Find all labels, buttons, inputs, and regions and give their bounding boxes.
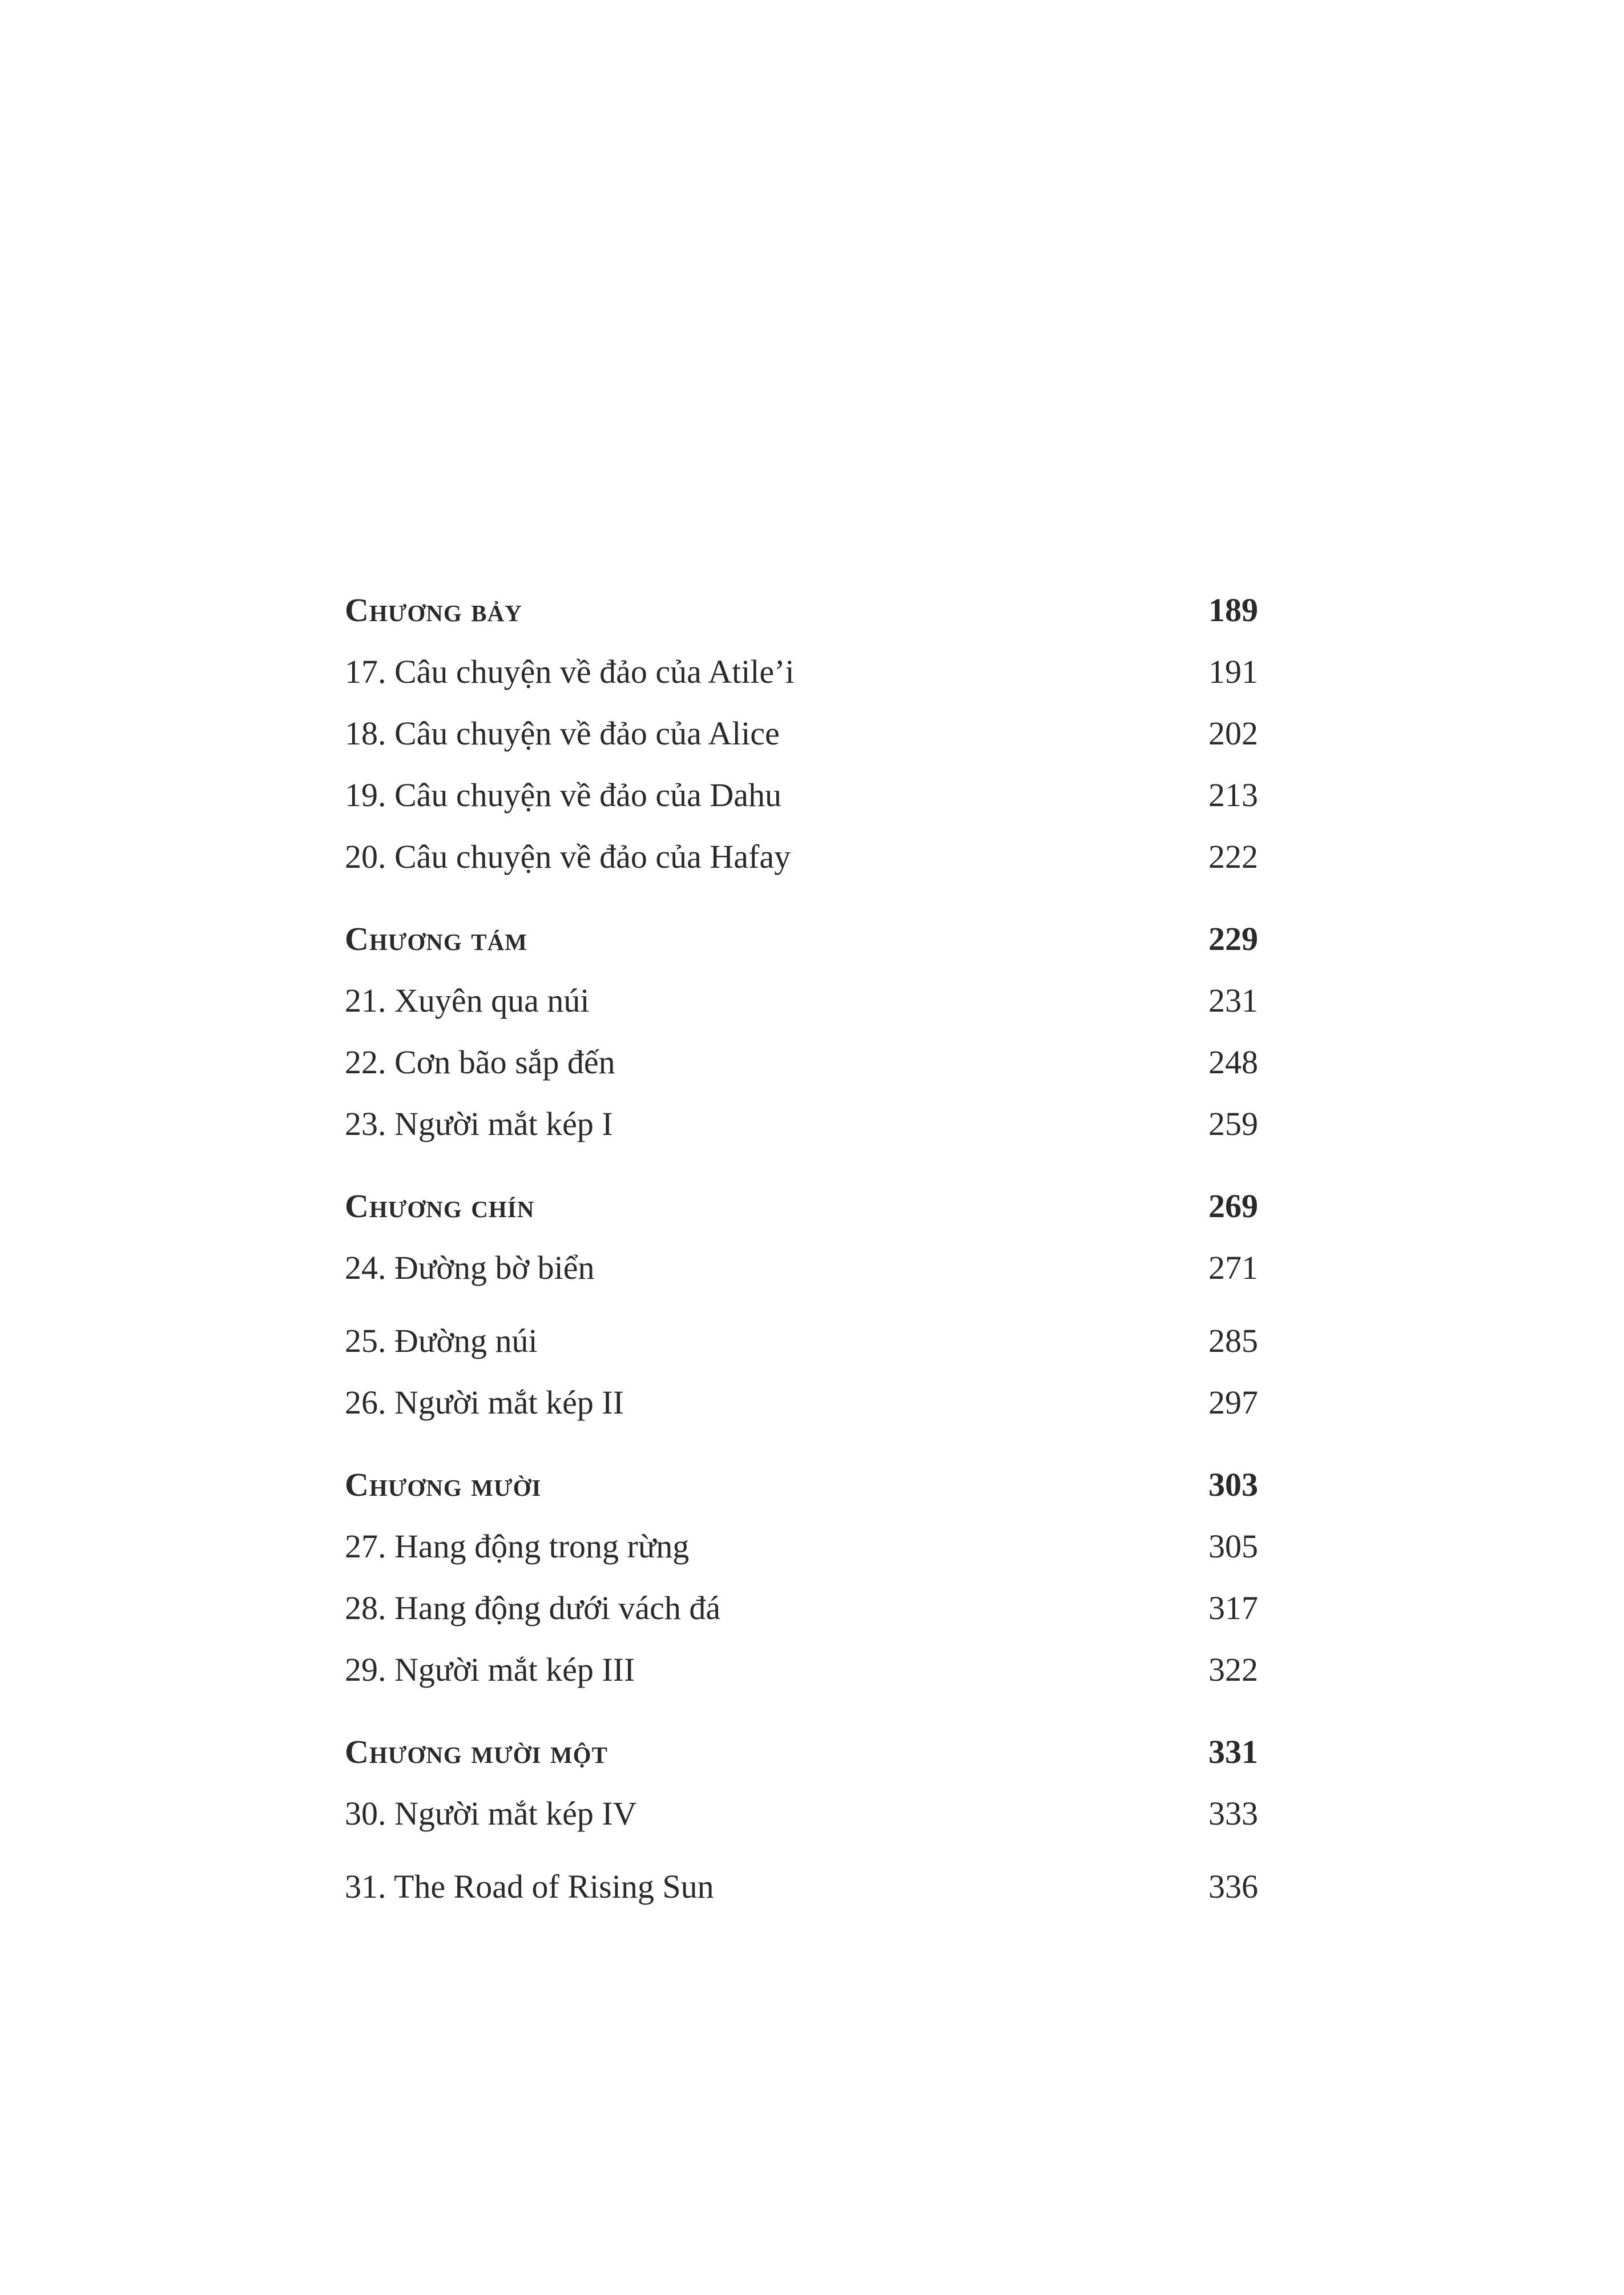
chapter-title: 22. Cơn bão sắp đến <box>345 1044 615 1081</box>
chapter-page-number: 317 <box>1208 1589 1258 1626</box>
chapter-title: 26. Người mắt kép II <box>345 1384 624 1421</box>
toc-entry <box>345 703 1258 765</box>
table-of-contents <box>345 559 1258 1918</box>
chapter-page-number: 259 <box>1208 1105 1258 1142</box>
part-title: Chương mười một <box>345 1733 608 1770</box>
toc-entry <box>345 1299 1258 1372</box>
toc-part-heading <box>345 1155 1258 1238</box>
part-title: Chương bảy <box>345 591 522 629</box>
chapter-page-number: 248 <box>1208 1044 1258 1081</box>
toc-entry <box>345 971 1258 1032</box>
toc-entry <box>345 642 1258 703</box>
toc-entry <box>345 1578 1258 1640</box>
part-title: Chương mười <box>345 1466 542 1503</box>
toc-entry <box>345 1372 1258 1434</box>
chapter-title: 19. Câu chuyện về đảo của Dahu <box>345 776 782 814</box>
toc-part-heading <box>345 559 1258 642</box>
chapter-page-number: 202 <box>1208 715 1258 752</box>
chapter-page-number: 191 <box>1208 653 1258 690</box>
chapter-page-number: 231 <box>1208 982 1258 1019</box>
chapter-title: 18. Câu chuyện về đảo của Alice <box>345 715 780 752</box>
part-page-number: 229 <box>1208 920 1258 957</box>
chapter-title: 24. Đường bờ biển <box>345 1249 595 1286</box>
chapter-title: 28. Hang động dưới vách đá <box>345 1589 721 1626</box>
part-page-number: 189 <box>1208 591 1258 629</box>
chapter-title: 31. The Road of Rising Sun <box>345 1868 714 1905</box>
toc-entry <box>345 1032 1258 1094</box>
toc-entry <box>345 765 1258 827</box>
toc-entry <box>345 1783 1258 1845</box>
chapter-title: 23. Người mắt kép I <box>345 1105 613 1142</box>
chapter-page-number: 336 <box>1208 1868 1258 1905</box>
part-title: Chương chín <box>345 1187 535 1225</box>
chapter-title: 29. Người mắt kép III <box>345 1651 635 1688</box>
chapter-page-number: 213 <box>1208 776 1258 814</box>
toc-part-heading <box>345 888 1258 971</box>
chapter-title: 30. Người mắt kép IV <box>345 1795 637 1832</box>
chapter-title: 17. Câu chuyện về đảo của Atile’i <box>345 653 795 690</box>
chapter-page-number: 333 <box>1208 1795 1258 1832</box>
toc-entry <box>345 1640 1258 1701</box>
chapter-page-number: 322 <box>1208 1651 1258 1688</box>
toc-entry <box>345 827 1258 888</box>
toc-entry <box>345 1845 1258 1918</box>
toc-part-heading <box>345 1434 1258 1516</box>
chapter-title: 21. Xuyên qua núi <box>345 982 590 1019</box>
part-page-number: 331 <box>1208 1733 1258 1770</box>
chapter-page-number: 297 <box>1208 1384 1258 1421</box>
toc-entry <box>345 1516 1258 1578</box>
chapter-page-number: 285 <box>1208 1322 1258 1359</box>
toc-entry <box>345 1094 1258 1155</box>
part-page-number: 303 <box>1208 1466 1258 1503</box>
chapter-title: 27. Hang động trong rừng <box>345 1528 690 1565</box>
part-title: Chương tám <box>345 920 527 957</box>
chapter-title: 25. Đường núi <box>345 1322 538 1359</box>
chapter-page-number: 305 <box>1208 1528 1258 1565</box>
chapter-page-number: 271 <box>1208 1249 1258 1286</box>
toc-part-heading <box>345 1701 1258 1783</box>
part-page-number: 269 <box>1208 1187 1258 1225</box>
toc-entry <box>345 1238 1258 1299</box>
chapter-title: 20. Câu chuyện về đảo của Hafay <box>345 838 791 875</box>
chapter-page-number: 222 <box>1208 838 1258 875</box>
